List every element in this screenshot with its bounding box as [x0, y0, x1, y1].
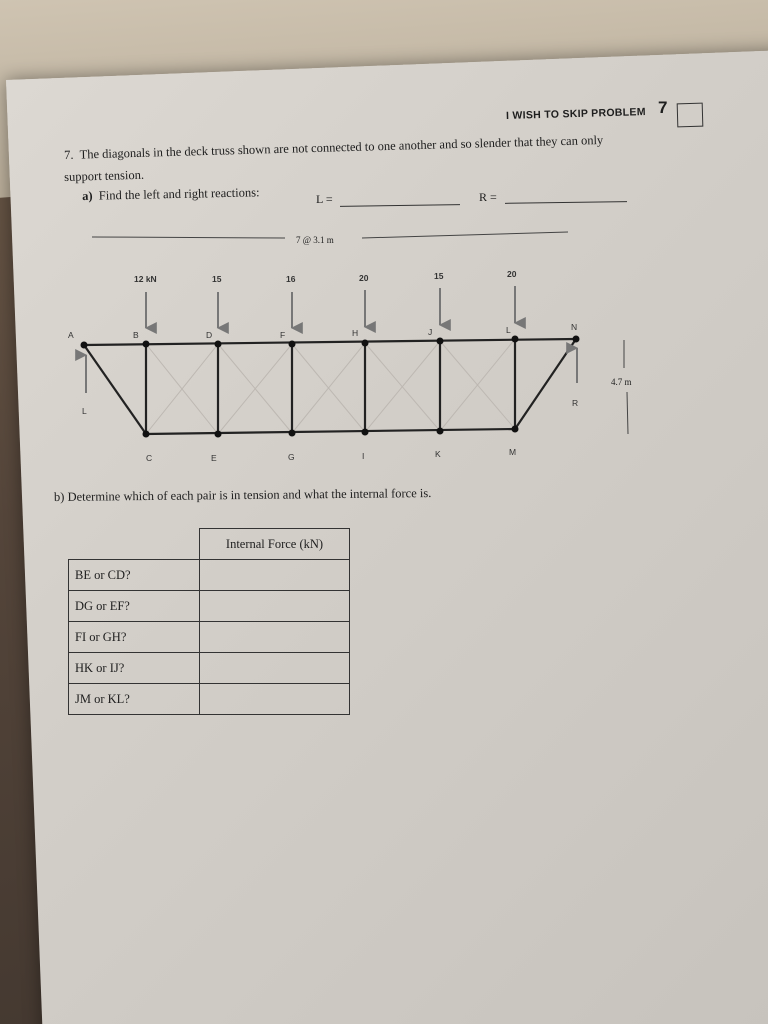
load-label-D: 15 — [212, 274, 222, 284]
member-pair-label: DG or EF? — [69, 591, 200, 622]
skip-problem-number: 7 — [658, 98, 668, 117]
member-pair-label: JM or KL? — [69, 684, 200, 715]
table-row — [69, 560, 350, 591]
part-a-letter: a) — [82, 188, 93, 203]
left-reaction-label: L = — [316, 192, 333, 206]
table-corner-cell — [69, 529, 200, 560]
node-label-J: J — [428, 327, 433, 337]
load-label-F: 16 — [286, 274, 296, 284]
truss-diagonals — [146, 339, 515, 434]
table-header-internal-force: Internal Force (kN) — [200, 529, 350, 560]
node-label-C: C — [146, 453, 153, 463]
joint-M — [512, 426, 519, 433]
joint-G — [289, 430, 296, 437]
support-reactions — [86, 348, 577, 393]
joint-N — [573, 336, 580, 343]
node-label-F: F — [280, 330, 286, 340]
table-row — [69, 622, 350, 653]
internal-force-entry[interactable] — [200, 622, 350, 653]
bottom-chord — [146, 429, 515, 434]
joint-L — [512, 336, 519, 343]
joint-I — [362, 429, 369, 436]
node-label-G: G — [288, 452, 295, 462]
node-label-N: N — [571, 322, 578, 332]
table-row — [69, 653, 350, 684]
load-labels — [134, 269, 517, 284]
load-label-L: 20 — [507, 269, 517, 279]
node-label-D: D — [206, 330, 213, 340]
table-row — [69, 591, 350, 622]
node-label-K: K — [435, 449, 441, 459]
joint-A — [81, 342, 88, 349]
skip-problem-label: I WISH TO SKIP PROBLEM — [505, 106, 646, 122]
problem-number: 7. — [64, 147, 74, 162]
table-header-row — [69, 529, 350, 560]
joint-D — [215, 341, 222, 348]
dimension-lines — [92, 232, 632, 434]
load-label-B: 12 kN — [134, 274, 157, 284]
node-label-H: H — [352, 328, 359, 338]
member-pair-label: HK or IJ? — [69, 653, 200, 684]
right-reaction-label: R = — [479, 190, 497, 204]
joint-H — [362, 340, 369, 347]
internal-force-entry[interactable] — [200, 591, 350, 622]
node-label-B: B — [133, 330, 139, 340]
member-AC — [84, 345, 146, 434]
node-label-E: E — [211, 453, 217, 463]
height-dimension-label: 4.7 m — [611, 377, 632, 387]
internal-force-entry[interactable] — [200, 653, 350, 684]
member-pair-label: BE or CD? — [69, 560, 200, 591]
part-a-text: Find the left and right reactions: — [98, 185, 260, 203]
internal-force-entry[interactable] — [200, 560, 350, 591]
joint-E — [215, 431, 222, 438]
span-dimension-line-left — [92, 237, 285, 238]
problem-statement-line2: support tension. — [64, 167, 145, 184]
applied-loads — [146, 286, 515, 328]
diagonal-KL — [440, 339, 515, 431]
right-support-label: R — [572, 398, 579, 408]
joint-C — [143, 431, 150, 438]
joint-J — [437, 338, 444, 345]
joint-F — [289, 341, 296, 348]
internal-force-entry[interactable] — [200, 684, 350, 715]
table-row — [69, 684, 350, 715]
internal-force-table — [68, 528, 350, 715]
node-label-A: A — [68, 330, 74, 340]
joint-B — [143, 341, 150, 348]
node-label-L: L — [506, 325, 511, 335]
joint-K — [437, 428, 444, 435]
left-support-label: L — [82, 406, 87, 416]
load-label-J: 15 — [434, 271, 444, 281]
span-dimension-label: 7 @ 3.1 m — [296, 235, 334, 245]
part-b-prompt: b) Determine which of each pair is in tension and what the internal force is. — [53, 486, 432, 504]
problem-statement: The diagonals in the deck truss shown are not connected to one another and so slender that they can only — [79, 132, 604, 162]
load-label-H: 20 — [359, 273, 369, 283]
top-chord — [84, 339, 576, 345]
node-label-I: I — [362, 451, 365, 461]
span-dimension-line-right — [362, 232, 568, 238]
member-pair-label: FI or GH? — [69, 622, 200, 653]
height-dimension-line-bottom — [627, 392, 628, 434]
member-MN — [515, 339, 579, 429]
node-label-M: M — [509, 447, 517, 457]
